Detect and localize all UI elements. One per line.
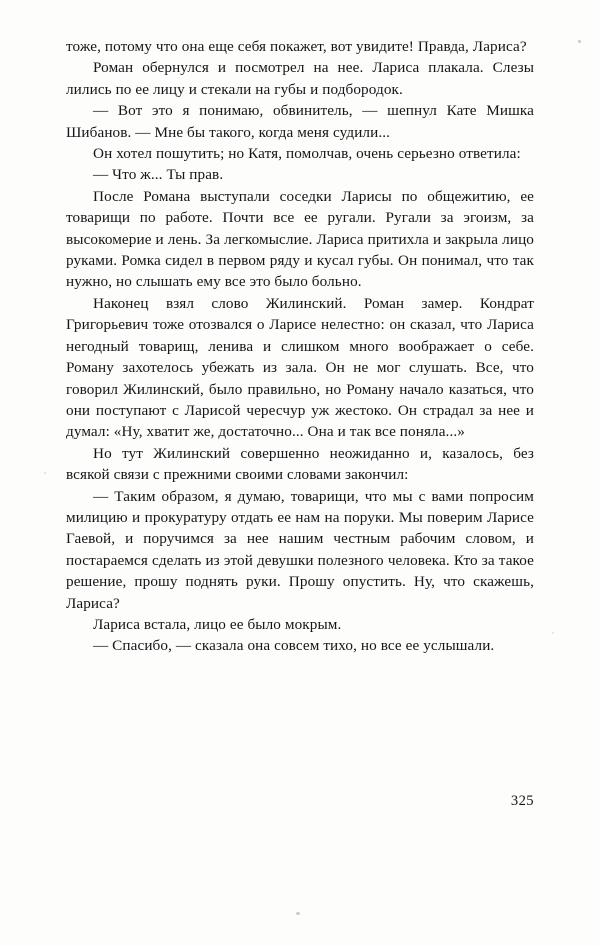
paragraph: тоже, потому что она еще себя покажет, вот увидите! Правда, Лариса?: [66, 38, 527, 55]
paragraph: Он хотел пошутить; но Катя, помолчав, очень серьезно ответила:: [93, 145, 521, 163]
paragraph: Но тут Жилинский совершенно неожиданно и, казалось, без всякой связи с прежними своими словами закончил:: [66, 444, 534, 484]
paragraph: Наконец взял слово Жилинский. Роман замер. Кондрат Григорьевич тоже отозвался о Ларисе нелестно: он сказал, что Лариса негодный товарищ, ленива и слишком много воображает о себе. Роману захотелось убежать из зала. Он не мог слушать. Все, что говорил Жилинский, было правильно, но Роману начало казаться, что они поступают с Ларисой чересчур уж жестоко. Он страдал за нее и думал: «Ну, хватит же, достаточно... Она и так все поняла...»: [66, 294, 534, 441]
scan-speck: [552, 632, 554, 634]
paragraph: — Что ж... Ты прав.: [93, 166, 224, 184]
scan-speck: [578, 40, 581, 43]
paragraph: — Таким образом, я думаю, товарищи, что мы с вами попросим милицию и прокуратуру отдать ее нам на поруки. Мы поверим Ларисе Гаевой, и поручимся за нее нашим честным рабочим словом, и постараемся сделать из этой девушки полезного человека. Кто за такое решение, прошу поднять руки. Прошу опустить. Ну, что скажешь, Лариса?: [66, 487, 534, 612]
paragraph: Лариса встала, лицо ее было мокрым.: [93, 615, 342, 633]
paragraph: — Спасибо, — сказала она совсем тихо, но все ее услышали.: [93, 637, 495, 655]
page-number: 325: [510, 793, 534, 809]
scan-speck: [296, 912, 300, 915]
paragraph: После Романа выступали соседки Ларисы по общежитию, ее товарищи по работе. Почти все ее ругали. Ругали за эгоизм, за высокомерие и лень. За легкомыслие. Лариса притихла и закрыла лицо руками. Ромка сидел в первом ряду и кусал губы. Он понимал, что так нужно, но слышать ему все это было больно.: [66, 187, 534, 291]
scan-speck: [44, 472, 46, 474]
paragraph: Роман обернулся и посмотрел на нее. Лариса плакала. Слезы лились по ее лицу и стекали на губы и подбородок.: [66, 59, 534, 98]
paragraph: — Вот это я понимаю, обвинитель, — шепнул Кате Мишка Шибанов. — Мне бы такого, когда меня судили...: [66, 102, 534, 141]
body-text-column: [66, 36, 534, 657]
